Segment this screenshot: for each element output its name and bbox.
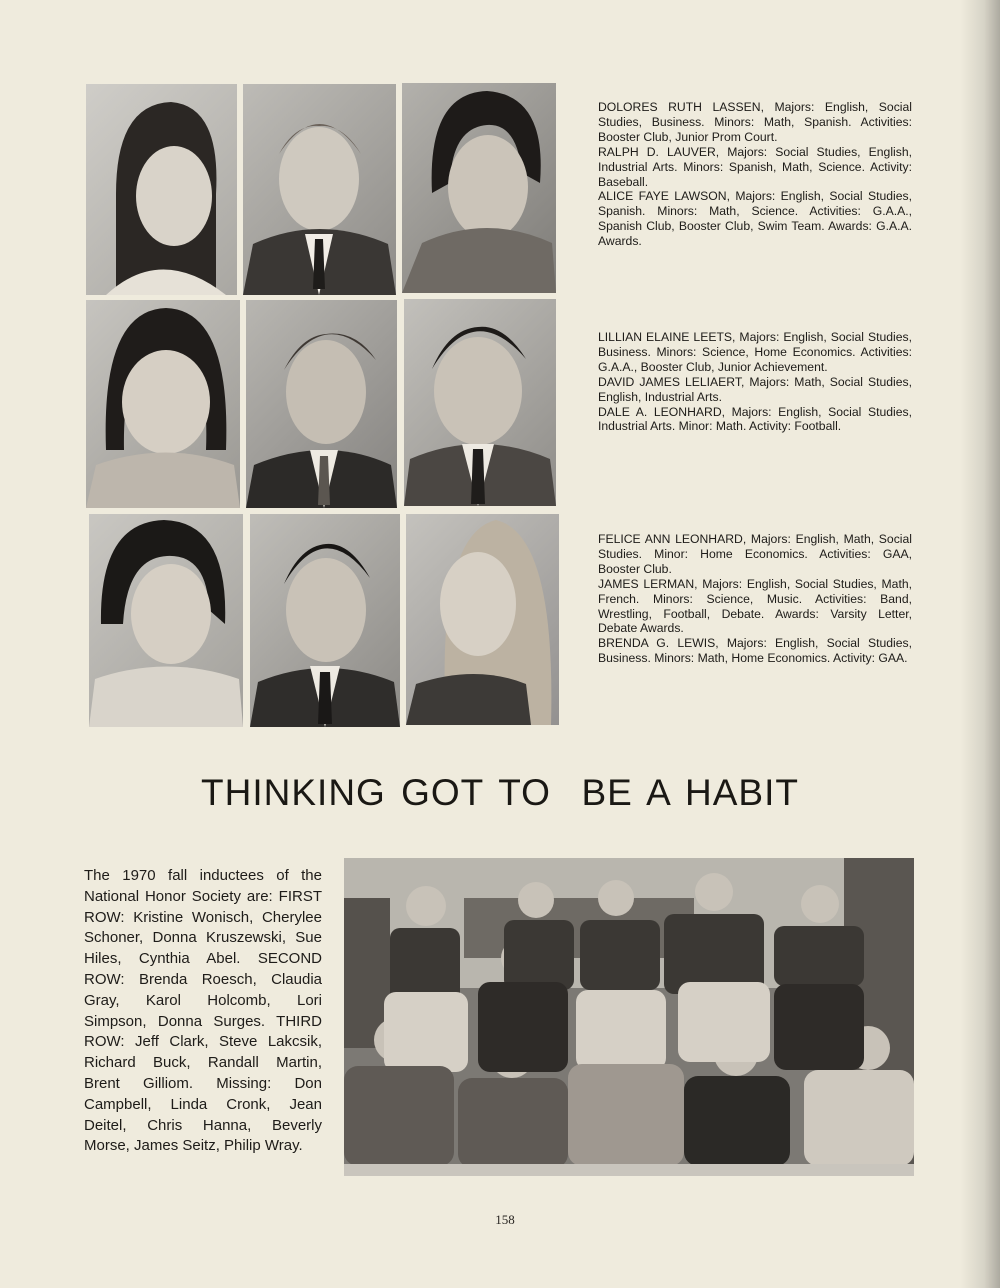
- group-photo-caption: The 1970 fall inductees of the National Honor Society are: FIRST ROW: Kristine Wonisch, Cherylee Schoner, Donna Kruszewski, Sue Hiles, Cynthia Abel. SECOND ROW: Brenda Roesch, Claudia Gray, Karol Holcomb, Lori Simpson, Donna Surges. THIRD ROW: Jeff Clark, Steve Lakcsik, Richard Buck, Randall Martin, Brent Gilliom. Missing: Don Campbell, Linda Cronk, Jean Deitel, Chris Hanna, Beverly Morse, James Seitz, Philip Wray.: [84, 867, 322, 1155]
- bio-entry: DOLORES RUTH LASSEN, Majors: English, Social Studies, Business. Minors: Math, Spanish. Activities: Booster Club, Junior Prom Court.: [598, 100, 912, 144]
- bio-group-3: [598, 532, 912, 666]
- portrait-james-lerman: [250, 514, 400, 727]
- portrait-alice-faye-lawson: [402, 83, 556, 293]
- portrait-lillian-elaine-leets: [86, 300, 240, 508]
- portrait-dale-a-leonhard: [404, 299, 556, 506]
- portrait-david-james-leliaert: [246, 300, 397, 508]
- bio-entry: DAVID JAMES LELIAERT, Majors: Math, Social Studies, English, Industrial Arts.: [598, 374, 912, 404]
- page-headline: THINKING GOT TO BE A HABIT: [201, 772, 799, 813]
- page-spine-shadow: [960, 0, 1000, 1288]
- page-number: 158: [495, 1212, 515, 1227]
- bio-entry: ALICE FAYE LAWSON, Majors: English, Social Studies, Spanish. Minors: Math, Science. Activities: G.A.A., Spanish Club, Booster Club, Swim Team. Awards: G.A.A. Awards.: [598, 189, 912, 249]
- portrait-brenda-g-lewis: [406, 514, 559, 725]
- portrait-dolores-ruth-lassen: [86, 84, 237, 295]
- group-photo: [344, 858, 914, 1176]
- portrait-felice-ann-leonhard: [89, 514, 243, 727]
- bio-group-1: [598, 100, 912, 249]
- bio-entry: RALPH D. LAUVER, Majors: Social Studies, English, Industrial Arts. Minors: Spanish, Math, Science. Activity: Baseball.: [598, 144, 912, 189]
- bio-entry: LILLIAN ELAINE LEETS, Majors: English, Social Studies, Business. Minors: Science, Home Economics. Activities: G.A.A., Booster Club, Junior Achievement.: [598, 330, 912, 374]
- bio-entry: FELICE ANN LEONHARD, Majors: English, Math, Social Studies. Minor: Home Economics. Activities: GAA, Booster Club.: [598, 532, 912, 576]
- bio-entry: JAMES LERMAN, Majors: English, Social Studies, Math, French. Minors: Science, Music. Activities: Band, Wrestling, Football, Debate. Awards: Varsity Letter, Debate Awards.: [598, 576, 912, 636]
- bio-group-2: [598, 330, 912, 434]
- portrait-ralph-d-lauver: [243, 84, 396, 295]
- bio-entry: DALE A. LEONHARD, Majors: English, Social Studies, Industrial Arts. Minor: Math. Activity: Football.: [598, 404, 912, 434]
- bio-entry: BRENDA G. LEWIS, Majors: English, Social Studies, Business. Minors: Math, Home Economics. Activity: GAA.: [598, 636, 912, 666]
